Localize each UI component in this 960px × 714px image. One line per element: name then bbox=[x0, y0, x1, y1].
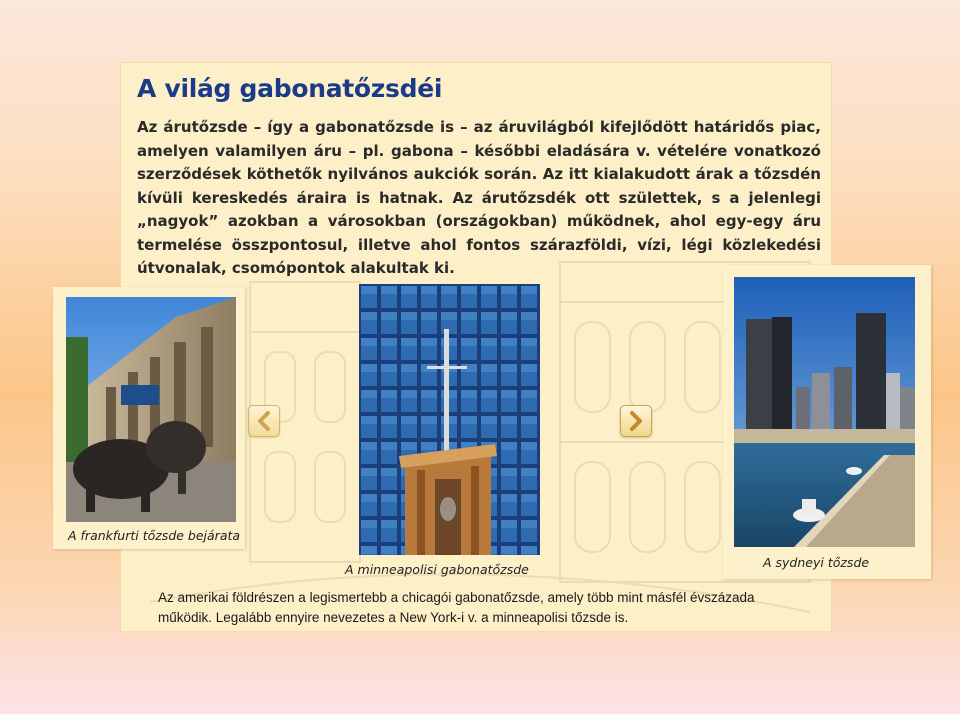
intro-paragraph: Az árutőzsde – így a gabonatőzsde is – az áruvilágból kifejlődött határidős piac, amelyen valamilyen áru – pl. gabona – későbbi eladására v. vételére vonatkozó szerződések köthetők nyilvános aukciók során. Az itt kialakudott árak a tőzsdén kívüli kereskedés áraira is hatnak. Az árutőzsdék ott születtek, s a jelenlegi „nagyok” azokban a városokban (országokban) működnek, ahol egy-egy áru termelése összpontosul, illetve ahol fontos szárazföldi, vízi, légi közlekedési útvonalak, csomópontok alakultak ki. bbox=[137, 118, 821, 277]
frankfurt-caption: A frankfurti tőzsde bejárata bbox=[68, 528, 241, 543]
photo-card-minneapolis[interactable] bbox=[359, 284, 540, 555]
frankfurt-exchange-photo bbox=[66, 297, 236, 522]
chevron-left-icon bbox=[255, 411, 273, 431]
photo-card-sydney[interactable] bbox=[723, 265, 931, 579]
previous-button[interactable] bbox=[248, 405, 280, 437]
sydney-exchange-photo bbox=[734, 277, 915, 547]
minneapolis-exchange-photo bbox=[359, 284, 540, 555]
minneapolis-caption: A minneapolisi gabonatőzsde bbox=[345, 562, 529, 577]
sydney-caption: A sydneyi tőzsde bbox=[763, 555, 870, 570]
photo-card-frankfurt[interactable] bbox=[53, 287, 245, 549]
page-title: A világ gabonatőzsdéi bbox=[137, 74, 443, 103]
chevron-right-icon bbox=[627, 411, 645, 431]
bottom-note: Az amerikai földrészen a legismertebb a chicagói gabonatőzsde, amely több mint másfél évszázada működik. Legalább ennyire nevezetes a New York-i v. a minneapolisi tőzsde is. bbox=[158, 590, 755, 625]
next-button[interactable] bbox=[620, 405, 652, 437]
